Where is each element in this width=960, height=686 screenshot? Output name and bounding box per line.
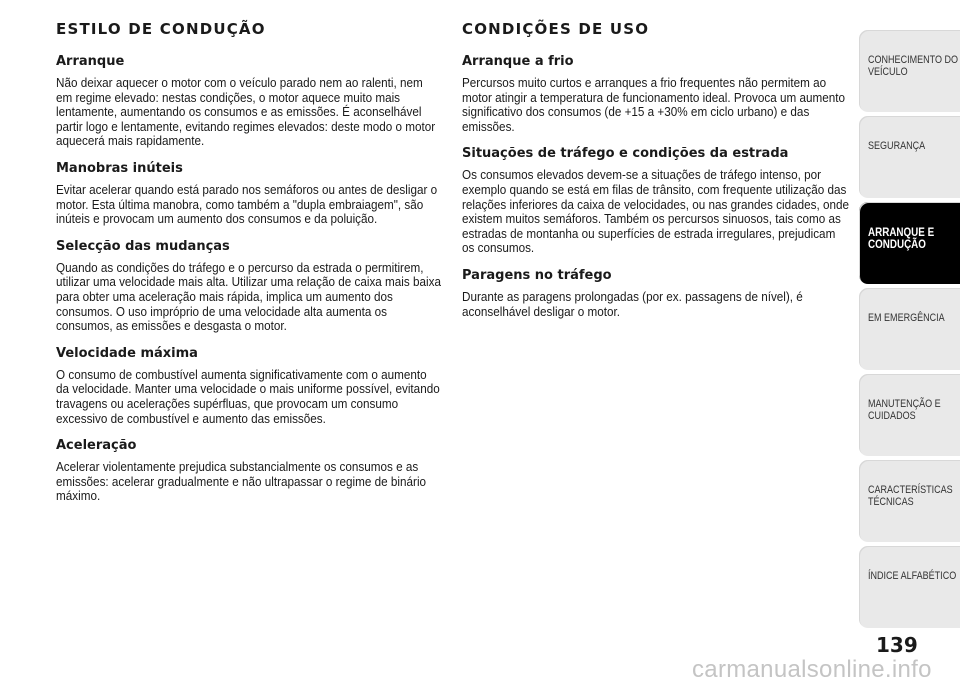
tab-label: CONHECIMENTO DO VEÍCULO <box>868 54 959 78</box>
heading-traffic-road-conditions: Situações de tráfego e condições da estrada <box>462 146 789 162</box>
paragraph-max-speed: O consumo de combustível aumenta significativamente com o aumento da velocidade. Manter uma velocidade o mais uniforme possível, evitando travagens ou acelerações supérfluas, que provocam um consumo excessivo de combustível e aumento das emissões. <box>56 366 440 426</box>
heading-gear-selection: Selecção das mudanças <box>56 238 230 254</box>
paragraph-traffic-road-conditions: Os consumos elevados devem-se a situações de tráfego intenso, por exemplo quando se está em filas de trânsito, com frequente utilização das relações inferiores da caixa de velocidades, ou nas grandes cidades, onde existem muitos semáforos. Também os percursos sinuosos, tais como as estradas de montanha ou superfícies de estrada irregulares, prejudicam os consumos. <box>462 167 849 256</box>
paragraph-traffic-stops: Durante as paragens prolongadas (por ex. passagens de nível), é aconselhável desligar o motor. <box>462 288 803 319</box>
chapter-tabs <box>859 30 960 632</box>
tab-label: ÍNDICE ALFABÉTICO <box>868 570 957 582</box>
paragraph-useless-maneuvers: Evitar acelerar quando está parado nos semáforos ou antes de desligar o motor. Esta última manobra, como também a "dupla embraiagem", são inúteis e provocam um aumento dos consumos e da poluição. <box>56 181 438 227</box>
tab-alphabetical-index[interactable] <box>859 546 960 628</box>
heading-cold-start: Arranque a frio <box>462 54 574 69</box>
tab-safety[interactable] <box>859 116 960 198</box>
paragraph-cold-start: Percursos muito curtos e arranques a frio frequentes não permitem ao motor atingir a temperatura de funcionamento ideal. Provoca um aumento significativo dos consumos (de +15 a +30% em ciclo urbano) e das emissões. <box>462 75 846 134</box>
tab-technical-specs[interactable] <box>859 460 960 542</box>
paragraph-acceleration: Acelerar violentamente prejudica substancialmente os consumos e as emissões: acelerar gradualmente e não ultrapassar o regime de binário máximo. <box>56 459 427 504</box>
tab-label: MANUTENÇÃO E CUIDADOS <box>868 398 941 422</box>
section-title-conditions-of-use: CONDIÇÕES DE USO <box>462 20 650 38</box>
heading-useless-maneuvers: Manobras inúteis <box>56 160 183 176</box>
heading-start: Arranque <box>56 54 125 69</box>
right-column <box>462 20 850 331</box>
tab-label: CARACTERÍSTICAS TÉCNICAS <box>868 484 953 508</box>
tab-label: EM EMERGÊNCIA <box>868 312 945 324</box>
heading-traffic-stops: Paragens no tráfego <box>462 267 612 283</box>
tab-vehicle-knowledge[interactable] <box>859 30 960 112</box>
tab-label: ARRANQUE E CONDUÇÃO <box>868 225 935 251</box>
watermark: carmanualsonline.info <box>692 656 932 683</box>
paragraph-gear-selection: Quando as condições do tráfego e o percurso da estrada o permitirem, utilizar uma velocidade mais alta. Utilizar uma relação de caixa mais baixa para obter uma aceleração mais rápida, implica um aumento dos consumos. O uso impróprio de uma velocidade alta aumenta os consumos, as emissões e desgasta o motor. <box>56 259 441 334</box>
tab-maintenance-care[interactable] <box>859 374 960 456</box>
left-column <box>56 20 442 516</box>
tab-label: SEGURANÇA <box>868 140 926 152</box>
tab-emergency[interactable] <box>859 288 960 370</box>
paragraph-start: Não deixar aquecer o motor com o veículo parado nem ao ralenti, nem em regime elevado: nestas condições, o motor aquece muito mais lentamente, aumentando os consumos e as emissões. É aconselhável partir logo e lentamente, evitando regimes elevados: deste modo o motor aquecerá mais rapidamente. <box>56 75 436 149</box>
tab-start-driving[interactable] <box>859 202 960 284</box>
heading-acceleration: Aceleração <box>56 438 137 454</box>
page-number: 139 <box>876 633 918 657</box>
heading-max-speed: Velocidade máxima <box>56 345 198 361</box>
section-title-driving-style: ESTILO DE CONDUÇÃO <box>56 20 266 38</box>
